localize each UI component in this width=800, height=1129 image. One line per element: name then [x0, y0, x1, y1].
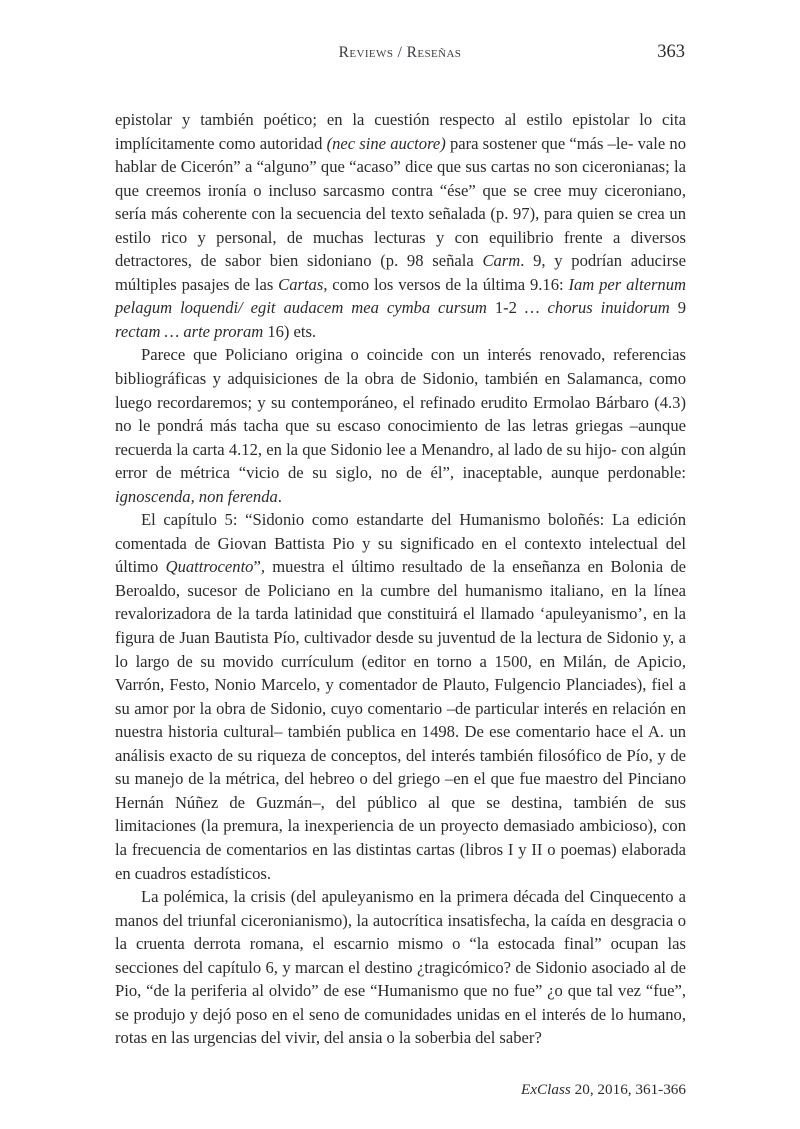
text-run: El capítulo 5: “Sidonio como estandarte del Humanismo boloñés: La edición comentada de Giovan Battista Pio y su significado en el contexto intelectual del último — [115, 510, 686, 577]
para-4 — [115, 885, 686, 1050]
text-run: . 9, y podrían aducirse múltiples pasajes de las — [115, 251, 686, 294]
text-run: 1-2 — [494, 298, 525, 318]
text-run: para sostener que “más –le- vale no hablar de Cicerón” a “alguno” que “acaso” dice que sus cartas no son ciceronianas; la que creemos ironía o incluso sarcasmo contra “ése” que se cree muy ciceroniano, sería más coherente con la secuencia del texto señalada (p. 97), para quien se crea un estilo rico y personal, de muchas lecturas y con equilibrio frente a diversos detractores, de sabor bien sidoniano (p. 98 señala — [115, 133, 686, 271]
citation-details: 20, 2016, 361-366 — [570, 1081, 686, 1098]
para-1 — [115, 108, 686, 343]
para-3 — [115, 508, 686, 885]
page-number: 363 — [657, 42, 685, 62]
text-run: (nec sine auctore) — [326, 133, 446, 153]
running-head — [115, 44, 685, 66]
text-run: 16) ets. — [267, 321, 317, 341]
text-run: Quattrocento — [165, 557, 254, 577]
text-run: 9 — [677, 298, 687, 318]
body-text-block — [115, 108, 686, 1050]
text-run: rectam … arte proram — [115, 321, 268, 341]
footer-citation — [115, 1063, 686, 1117]
para-2 — [115, 343, 686, 508]
text-run: Carm — [482, 251, 521, 271]
text-run: La polémica, la crisis (del apuleyanismo en la primera década del Cinquecento a manos del triunfal ciceronianismo), la autocrítica insatisfecha, la caída en desgracia o la cruenta derrota romana, el escarnio mismo o “la estocada final” ocupan las secciones del capítulo 6, y marcan el destino ¿tragicómico? de Sidonio asociado al de Pio, “de la periferia al olvido” de ese “Humanismo que no fue” ¿o que tal vez “fue”, se produjo y dejó poso en el seno de comunidades unidas en el interés de lo humano, rotas en las urgencias del vivir, del ansia o la soberbia del saber? — [115, 887, 686, 1048]
journal-title: ExClass — [521, 1081, 571, 1098]
text-run: Iam per alternum pelagum loquendi/ egit audacem mea cymba cursum — [115, 274, 686, 318]
text-run: Cartas — [278, 274, 324, 294]
text-run: . — [277, 486, 282, 506]
text-run: ”, muestra el último resultado de la enseñanza en Bolonia de Beroaldo, sucesor de Policiano en la cumbre del humanismo italiano, en la línea revalorizadora de la tarda latinidad que constituirá el llamado ‘apuleyanismo’, en la figura de Juan Bautista Pío, cultivador desde su juventud de la lectura de Sidonio y, a lo largo de su movido currículum (editor en torno a 1500, en Milán, de Apicio, Varrón, Festo, Nonio Marcelo, y comentador de Plauto, Fulgencio Planciades), fiel a su amor por la obra de Sidonio, cuyo comentario –de particular interés en relación en nuestra historia cultural– también publica en 1498. De ese comentario hace el A. un análisis exacto de su riqueza de conceptos, del interés también filosófico de Pío, y de su manejo de la métrica, del hebreo o del griego –en el que fue maestro del Pinciano Hernán Núñez de Guzmán–, del público al que se destina, también de sus limitaciones (la premura, la inexperiencia de un proyecto demasiado ambicioso), con la frecuencia de comentarios en las distintas cartas (libros I y II o poemas) elaborada en cuadros estadísticos. — [115, 557, 686, 883]
text-run: Parece que Policiano origina o coincide con un interés renovado, referencias bibliográficas y adquisiciones de la obra de Sidonio, también en Salamanca, como luego recordaremos; y su contemporáneo, el refinado erudito Ermolao Bárbaro (4.3) no le pondrá más tacha que su escaso conocimiento de las letras griegas –aunque recuerda la carta 4.12, en la que Sidonio lee a Menandro, al lado de su hijo- con algún error de métrica “vicio de su siglo, no de él”, inaceptable, aunque perdonable: — [115, 345, 686, 483]
running-head-title: Reviews / Reseñas — [338, 44, 462, 61]
text-run: … chorus inuidorum — [524, 298, 678, 318]
text-run: ignoscenda, non ferenda — [115, 486, 278, 506]
text-run: epistolar y también poético; en la cuestión respecto al estilo epistolar lo cita implícitamente como autoridad — [115, 110, 686, 153]
text-run: , como los versos de la última 9.16: — [323, 274, 569, 294]
